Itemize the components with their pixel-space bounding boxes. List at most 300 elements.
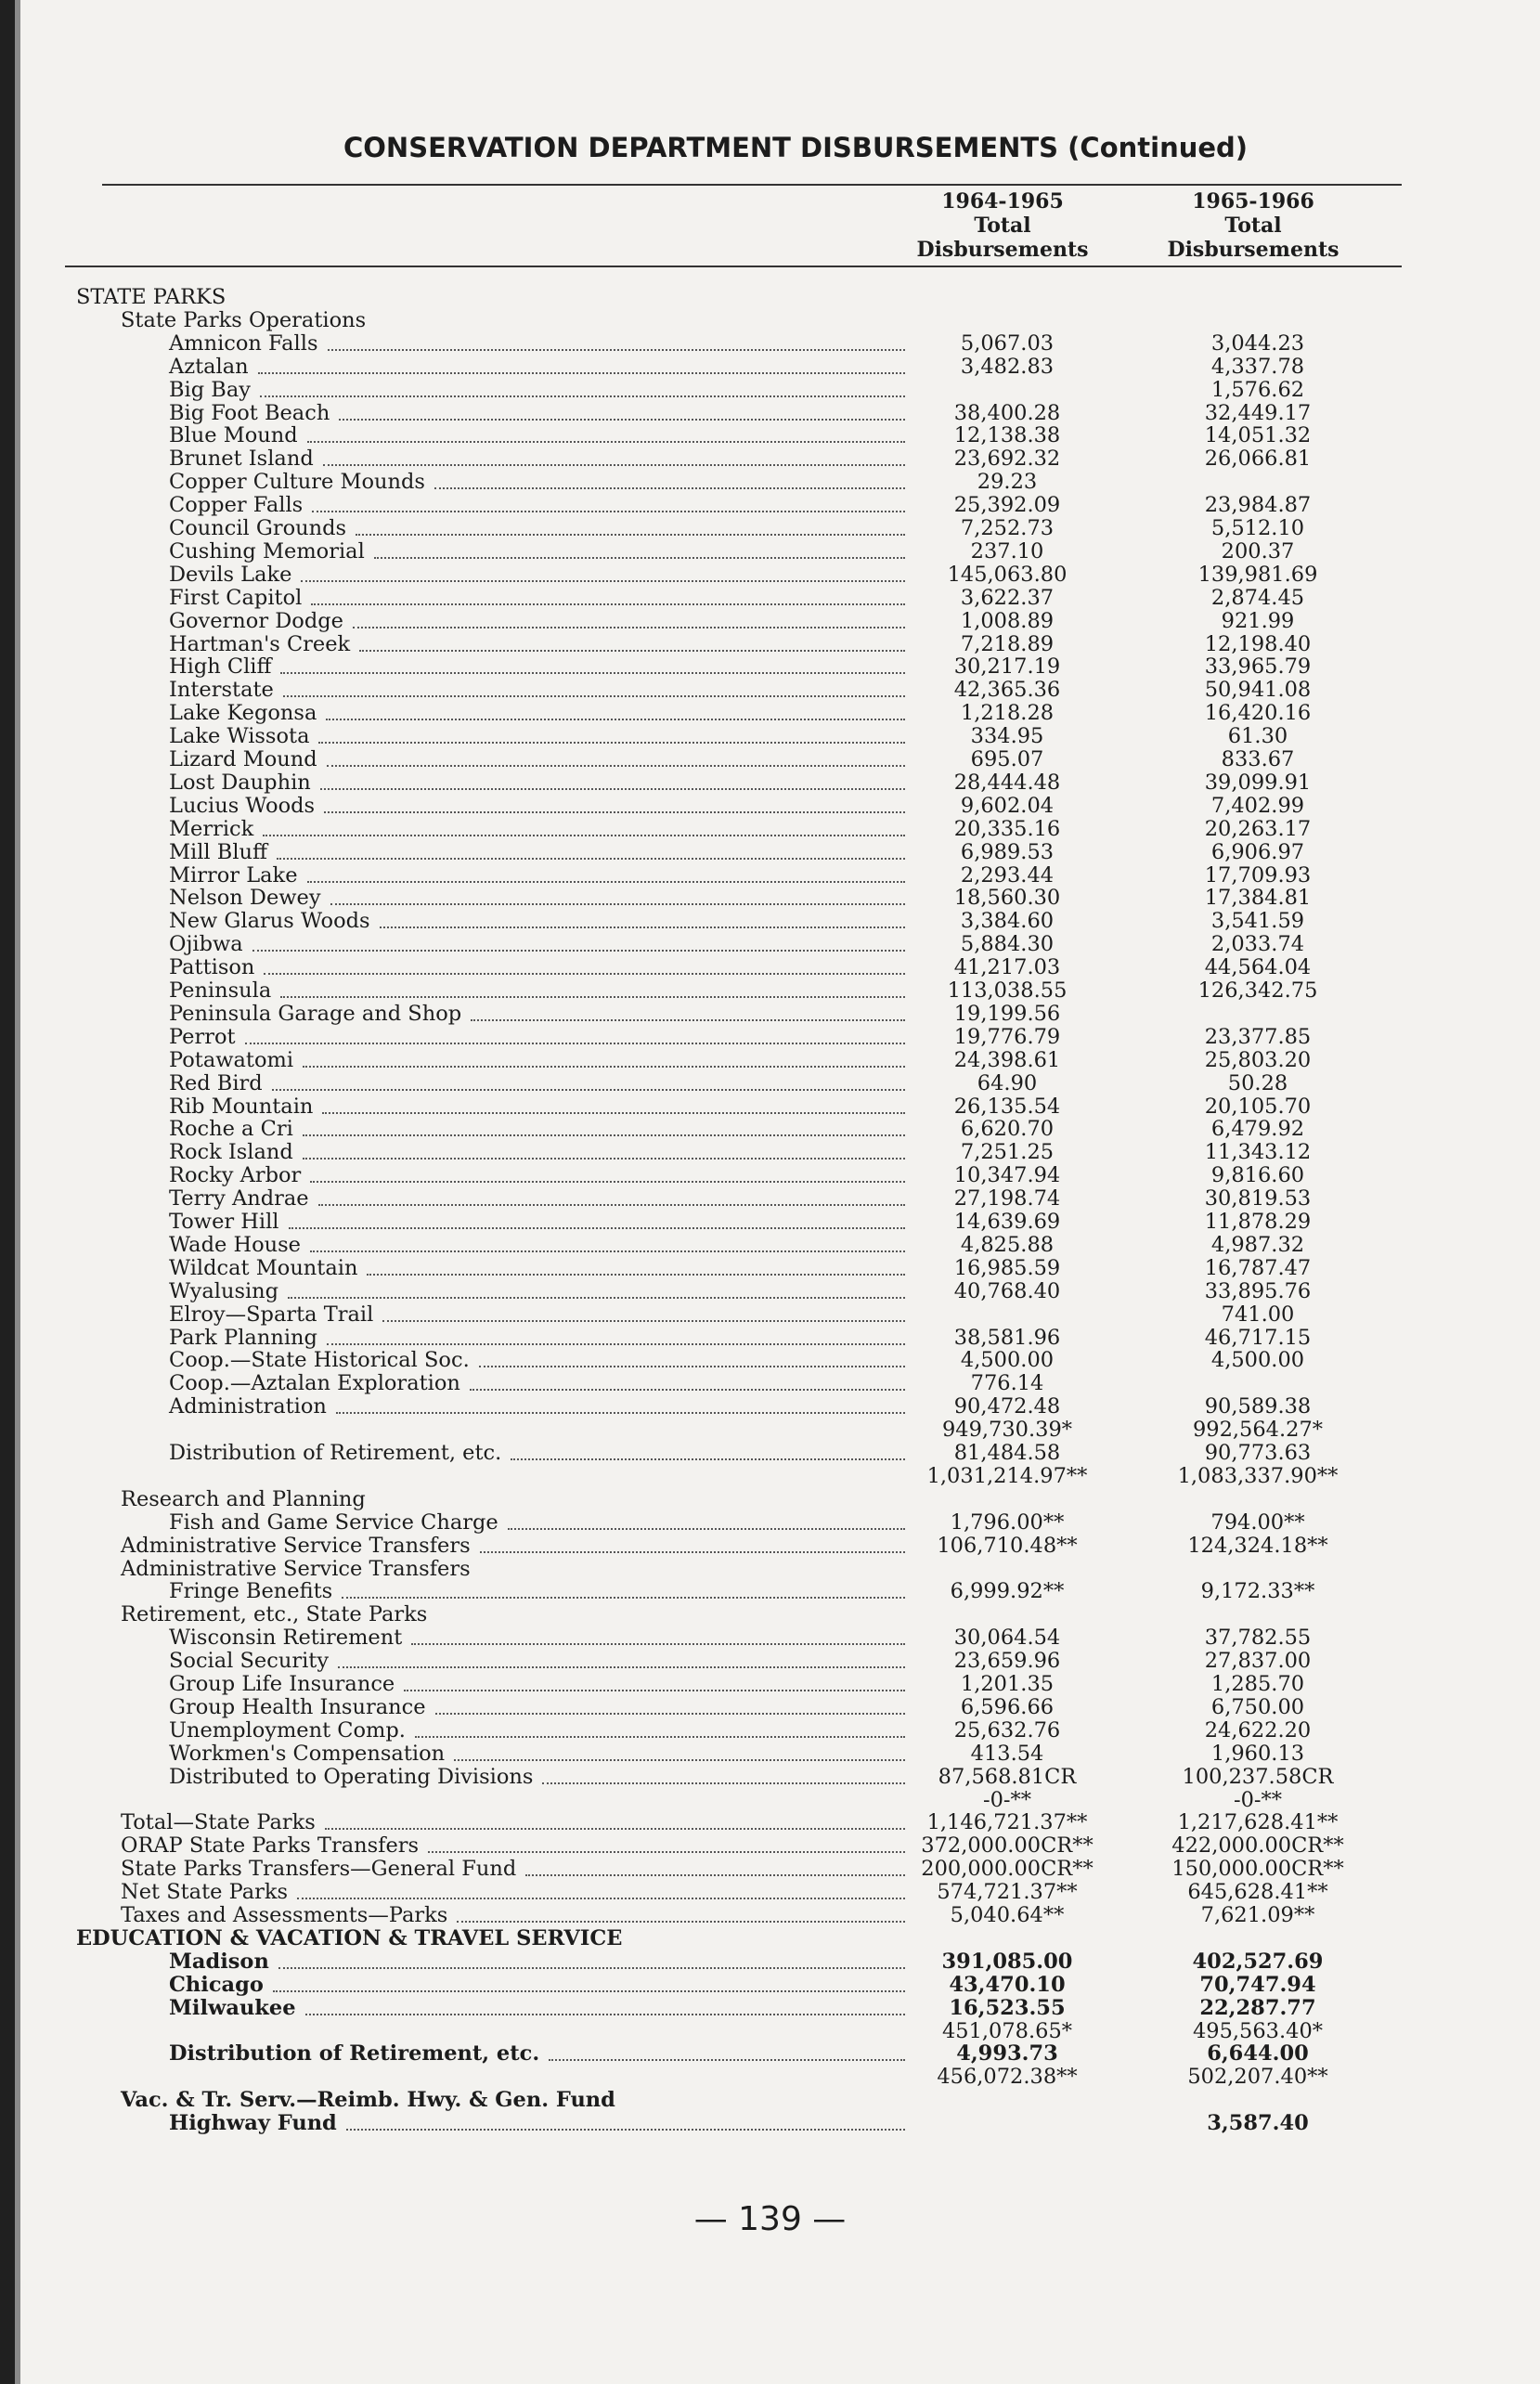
value-1964-1965: 1,146,721.37** bbox=[926, 1810, 1088, 1835]
dot-leader bbox=[273, 1990, 905, 1992]
table-row bbox=[0, 1049, 1540, 1072]
table-row bbox=[0, 1419, 1540, 1442]
dot-leader bbox=[301, 580, 905, 582]
dot-leader bbox=[318, 742, 905, 744]
value-1964-1965: 24,398.61 bbox=[953, 1047, 1061, 1072]
dot-leader bbox=[327, 765, 905, 767]
value-1965-1966: 17,384.81 bbox=[1204, 886, 1312, 911]
row-label: Copper Falls bbox=[169, 493, 304, 518]
dot-leader bbox=[288, 1297, 905, 1299]
dot-leader bbox=[258, 372, 905, 374]
dot-leader bbox=[307, 441, 905, 443]
value-1964-1965: 26,135.54 bbox=[953, 1094, 1061, 1119]
dot-leader bbox=[323, 464, 905, 466]
row-label: Distributed to Operating Divisions bbox=[169, 1764, 534, 1789]
dot-leader bbox=[322, 1112, 905, 1114]
row-label: State Parks Operations bbox=[121, 307, 367, 332]
table-row bbox=[0, 1696, 1540, 1719]
value-1965-1966: 61.30 bbox=[1227, 724, 1288, 749]
table-row bbox=[0, 1026, 1540, 1049]
column-header-1965-1966 bbox=[1142, 189, 1365, 262]
table-row bbox=[0, 471, 1540, 494]
value-1964-1965: 6,989.53 bbox=[960, 839, 1055, 864]
value-1964-1965: 42,365.36 bbox=[953, 678, 1061, 703]
value-1964-1965: 4,993.73 bbox=[956, 2041, 1058, 2067]
value-1964-1965: 19,776.79 bbox=[953, 1024, 1061, 1049]
value-1965-1966: 7,621.09** bbox=[1200, 1903, 1315, 1927]
table-row bbox=[0, 702, 1540, 725]
value-1965-1966: 9,172.33** bbox=[1200, 1579, 1315, 1604]
value-1964-1965: 90,472.48 bbox=[953, 1394, 1061, 1419]
row-label: Park Planning bbox=[169, 1325, 317, 1350]
value-1965-1966: 124,324.18** bbox=[1187, 1533, 1328, 1558]
table-row bbox=[0, 1164, 1540, 1187]
row-label: Pattison bbox=[169, 955, 255, 980]
value-1965-1966: 9,816.60 bbox=[1210, 1163, 1305, 1188]
table-row bbox=[0, 540, 1540, 564]
table-row bbox=[0, 1904, 1540, 1927]
value-1964-1965: 41,217.03 bbox=[953, 955, 1061, 980]
value-1965-1966: 23,984.87 bbox=[1204, 493, 1312, 518]
dot-leader bbox=[320, 788, 905, 790]
value-1964-1965: 456,072.38** bbox=[937, 2065, 1078, 2090]
value-1964-1965: 413.54 bbox=[970, 1741, 1044, 1766]
table-row bbox=[0, 1118, 1540, 1141]
value-1965-1966: 741.00 bbox=[1221, 1302, 1295, 1327]
dot-leader bbox=[289, 1227, 905, 1229]
value-1965-1966: 2,033.74 bbox=[1210, 932, 1305, 957]
table-row bbox=[0, 1997, 1540, 2020]
dot-leader bbox=[303, 1134, 905, 1136]
value-1965-1966: 5,512.10 bbox=[1210, 516, 1305, 540]
table-row bbox=[0, 725, 1540, 748]
table-row bbox=[0, 309, 1540, 332]
row-label: Social Security bbox=[169, 1649, 330, 1674]
dot-leader bbox=[312, 511, 905, 512]
row-label: Rock Island bbox=[169, 1140, 293, 1165]
value-1964-1965: 40,768.40 bbox=[953, 1278, 1061, 1303]
table-row bbox=[0, 517, 1540, 540]
value-1964-1965: 43,470.10 bbox=[949, 1972, 1066, 1997]
row-label: Governor Dodge bbox=[169, 608, 343, 633]
value-1964-1965: 451,078.65* bbox=[941, 2018, 1073, 2043]
row-label: Wyalusing bbox=[169, 1278, 279, 1303]
row-label: Highway Fund bbox=[169, 2111, 337, 2136]
row-label: Peninsula Garage and Shop bbox=[169, 1001, 462, 1026]
table-row bbox=[0, 1511, 1540, 1535]
value-1964-1965: 20,335.16 bbox=[953, 816, 1061, 841]
dot-leader bbox=[356, 534, 905, 536]
row-label: Peninsula bbox=[169, 978, 272, 1003]
table-row bbox=[0, 1442, 1540, 1465]
dot-leader bbox=[525, 1874, 905, 1876]
table-row bbox=[0, 933, 1540, 956]
value-1965-1966: 90,773.63 bbox=[1204, 1441, 1312, 1465]
table-row bbox=[0, 1535, 1540, 1558]
row-label: Mill Bluff bbox=[169, 839, 267, 864]
value-1964-1965: 6,596.66 bbox=[960, 1694, 1055, 1719]
value-1965-1966: 7,402.99 bbox=[1210, 793, 1305, 818]
value-1965-1966: 20,263.17 bbox=[1204, 816, 1312, 841]
dot-leader bbox=[428, 1851, 905, 1853]
value-1965-1966: 90,589.38 bbox=[1204, 1394, 1312, 1419]
row-label: Group Life Insurance bbox=[169, 1672, 395, 1696]
dot-leader bbox=[480, 1551, 905, 1553]
table-row bbox=[0, 1488, 1540, 1511]
value-1965-1966: 26,066.81 bbox=[1204, 447, 1312, 472]
column-header-1964-1965 bbox=[891, 189, 1114, 262]
table-row bbox=[0, 1743, 1540, 1766]
value-1965-1966: 16,420.16 bbox=[1204, 701, 1312, 726]
dot-leader bbox=[297, 1898, 905, 1899]
value-1964-1965: 7,252.73 bbox=[960, 516, 1055, 540]
value-1965-1966: 1,083,337.90** bbox=[1177, 1463, 1339, 1488]
table-row bbox=[0, 1811, 1540, 1834]
column-header-total: Total bbox=[1224, 214, 1282, 238]
value-1965-1966: 921.99 bbox=[1221, 608, 1295, 633]
table-row bbox=[0, 494, 1540, 517]
dot-leader bbox=[374, 557, 905, 559]
row-label: Merrick bbox=[169, 816, 254, 841]
table-row bbox=[0, 633, 1540, 656]
value-1965-1966: 32,449.17 bbox=[1204, 400, 1312, 425]
dot-leader bbox=[411, 1643, 905, 1645]
dot-leader bbox=[318, 1204, 905, 1206]
value-1964-1965: 5,884.30 bbox=[960, 932, 1055, 957]
value-1965-1966: 100,237.58CR bbox=[1182, 1764, 1334, 1789]
value-1965-1966: 22,287.77 bbox=[1199, 1995, 1316, 2020]
table-row bbox=[0, 1858, 1540, 1881]
dot-leader bbox=[330, 903, 905, 905]
value-1964-1965: 30,217.19 bbox=[953, 654, 1061, 680]
row-label: Group Health Insurance bbox=[169, 1694, 426, 1719]
row-label: Distribution of Retirement, etc. bbox=[169, 1441, 502, 1465]
value-1964-1965: 145,063.80 bbox=[947, 562, 1068, 587]
table-row bbox=[0, 1372, 1540, 1395]
table-row bbox=[0, 679, 1540, 702]
row-label: Taxes and Assessments—Parks bbox=[121, 1903, 448, 1927]
table-row bbox=[0, 1395, 1540, 1419]
dot-leader bbox=[245, 1043, 905, 1044]
row-label: Workmen's Compensation bbox=[169, 1741, 446, 1766]
value-1964-1965: 23,659.96 bbox=[953, 1649, 1061, 1674]
column-header-year: 1964-1965 bbox=[941, 189, 1064, 214]
value-1965-1966: 39,099.91 bbox=[1204, 770, 1312, 795]
value-1965-1966: 24,622.20 bbox=[1204, 1717, 1312, 1743]
dot-leader bbox=[346, 2129, 905, 2131]
table-row bbox=[0, 402, 1540, 425]
row-label: Nelson Dewey bbox=[169, 886, 321, 911]
value-1965-1966: 20,105.70 bbox=[1204, 1094, 1312, 1119]
value-1965-1966: 1,960.13 bbox=[1210, 1741, 1305, 1766]
table-row bbox=[0, 1950, 1540, 1974]
value-1965-1966: 12,198.40 bbox=[1204, 631, 1312, 656]
page-title: CONSERVATION DEPARTMENT DISBURSEMENTS (Continued) bbox=[343, 132, 1249, 163]
value-1964-1965: 7,218.89 bbox=[960, 631, 1055, 656]
dot-leader bbox=[542, 1782, 905, 1784]
table-row bbox=[0, 1003, 1540, 1026]
value-1965-1966: 495,563.40* bbox=[1192, 2018, 1324, 2043]
row-label: Lucius Woods bbox=[169, 793, 316, 818]
dot-leader bbox=[359, 650, 905, 652]
row-label: Lake Kegonsa bbox=[169, 701, 317, 726]
dot-leader bbox=[324, 811, 905, 813]
row-label: Hartman's Creek bbox=[169, 631, 351, 656]
value-1964-1965: 10,347.94 bbox=[953, 1163, 1061, 1188]
row-label: Distribution of Retirement, etc. bbox=[169, 2041, 540, 2067]
value-1965-1966: 150,000.00CR** bbox=[1171, 1857, 1344, 1882]
value-1965-1966: 139,981.69 bbox=[1197, 562, 1318, 587]
value-1964-1965: 7,251.25 bbox=[960, 1140, 1055, 1165]
value-1965-1966: 30,819.53 bbox=[1204, 1186, 1312, 1211]
dot-leader bbox=[283, 695, 905, 697]
table-row bbox=[0, 2020, 1540, 2043]
table-row bbox=[0, 1187, 1540, 1211]
value-1964-1965: 64.90 bbox=[977, 1070, 1038, 1095]
dot-leader bbox=[434, 487, 905, 489]
value-1964-1965: 23,692.32 bbox=[953, 447, 1061, 472]
row-label: Vac. & Tr. Serv.—Reimb. Hwy. & Gen. Fund bbox=[121, 2088, 615, 2113]
row-label: Terry Andrae bbox=[169, 1186, 309, 1211]
value-1965-1966: 33,895.76 bbox=[1204, 1278, 1312, 1303]
table-row bbox=[0, 587, 1540, 610]
row-label: Wade House bbox=[169, 1232, 301, 1257]
column-header-year: 1965-1966 bbox=[1192, 189, 1314, 214]
dot-leader bbox=[479, 1366, 905, 1367]
value-1964-1965: 334.95 bbox=[970, 724, 1044, 749]
value-1965-1966: 6,644.00 bbox=[1207, 2041, 1309, 2067]
row-label: Copper Culture Mounds bbox=[169, 470, 425, 495]
table-row bbox=[0, 979, 1540, 1003]
value-1964-1965: 3,622.37 bbox=[960, 585, 1055, 610]
table-row bbox=[0, 1789, 1540, 1812]
table-row bbox=[0, 1072, 1540, 1095]
value-1965-1966: 46,717.15 bbox=[1204, 1325, 1312, 1350]
value-1965-1966: 1,285.70 bbox=[1210, 1672, 1305, 1696]
dot-leader bbox=[380, 926, 905, 928]
row-label: Brunet Island bbox=[169, 447, 314, 472]
value-1964-1965: 106,710.48** bbox=[937, 1533, 1078, 1558]
row-label: Devils Lake bbox=[169, 562, 292, 587]
table-row bbox=[0, 1234, 1540, 1257]
header-bottom-rule bbox=[65, 266, 1402, 267]
value-1965-1966: 4,987.32 bbox=[1210, 1232, 1305, 1257]
value-1965-1966: 2,874.45 bbox=[1210, 585, 1305, 610]
value-1964-1965: 38,400.28 bbox=[953, 400, 1061, 425]
row-label: Big Bay bbox=[169, 377, 251, 402]
value-1964-1965: 1,218.28 bbox=[960, 701, 1055, 726]
value-1965-1966: 27,837.00 bbox=[1204, 1649, 1312, 1674]
row-label: Rocky Arbor bbox=[169, 1163, 302, 1188]
table-row bbox=[0, 610, 1540, 633]
value-1965-1966: 17,709.93 bbox=[1204, 862, 1312, 888]
value-1965-1966: 6,906.97 bbox=[1210, 839, 1305, 864]
value-1965-1966: 502,207.40** bbox=[1187, 2065, 1328, 2090]
value-1964-1965: 5,040.64** bbox=[950, 1903, 1065, 1927]
value-1964-1965: 87,568.81CR bbox=[938, 1764, 1077, 1789]
value-1964-1965: 4,500.00 bbox=[960, 1348, 1055, 1373]
column-header-disbursements: Disbursements bbox=[916, 238, 1089, 262]
dot-leader bbox=[415, 1736, 905, 1738]
row-label: ORAP State Parks Transfers bbox=[121, 1833, 420, 1859]
row-label: Wisconsin Retirement bbox=[169, 1626, 403, 1651]
row-label: Perrot bbox=[169, 1024, 236, 1049]
value-1965-1966: 992,564.27* bbox=[1192, 1418, 1324, 1443]
dot-leader bbox=[307, 881, 905, 883]
row-label: Blue Mound bbox=[169, 423, 298, 448]
value-1965-1966: 44,564.04 bbox=[1204, 955, 1312, 980]
row-label: Milwaukee bbox=[169, 1995, 296, 2020]
row-label: First Capitol bbox=[169, 585, 303, 610]
value-1965-1966: 645,628.41** bbox=[1187, 1880, 1328, 1905]
table-row bbox=[0, 910, 1540, 933]
value-1965-1966: 11,343.12 bbox=[1204, 1140, 1312, 1165]
row-label: Coop.—Aztalan Exploration bbox=[169, 1371, 460, 1396]
dot-leader bbox=[278, 1967, 905, 1969]
dot-leader bbox=[342, 1597, 905, 1599]
value-1964-1965: 4,825.88 bbox=[960, 1232, 1055, 1257]
dot-leader bbox=[310, 1250, 905, 1252]
table-row bbox=[0, 356, 1540, 379]
value-1965-1966: 1,217,628.41** bbox=[1177, 1810, 1339, 1835]
value-1965-1966: 3,044.23 bbox=[1210, 330, 1305, 356]
table-row bbox=[0, 1211, 1540, 1234]
dot-leader bbox=[260, 395, 905, 397]
value-1965-1966: 4,500.00 bbox=[1210, 1348, 1305, 1373]
table-row bbox=[0, 2042, 1540, 2066]
value-1964-1965: 113,038.55 bbox=[947, 978, 1068, 1003]
dot-leader bbox=[457, 1921, 905, 1923]
row-label: Potawatomi bbox=[169, 1047, 294, 1072]
value-1965-1966: -0-** bbox=[1233, 1787, 1283, 1812]
row-label: Research and Planning bbox=[121, 1486, 366, 1511]
dot-leader bbox=[310, 1181, 905, 1183]
dot-leader bbox=[470, 1389, 905, 1391]
dot-leader bbox=[336, 1412, 905, 1414]
row-label: Ojibwa bbox=[169, 932, 243, 957]
table-row bbox=[0, 332, 1540, 356]
dot-leader bbox=[326, 719, 905, 720]
dot-leader bbox=[382, 1320, 905, 1322]
value-1965-1966: 4,337.78 bbox=[1210, 354, 1305, 379]
table-row bbox=[0, 1580, 1540, 1603]
row-label: State Parks Transfers—General Fund bbox=[121, 1857, 517, 1882]
value-1964-1965: 6,999.92** bbox=[950, 1579, 1065, 1604]
table-row bbox=[0, 2066, 1540, 2089]
row-label: Coop.—State Historical Soc. bbox=[169, 1348, 470, 1373]
dot-leader bbox=[272, 1089, 905, 1091]
table-row bbox=[0, 2089, 1540, 2112]
row-label: Rib Mountain bbox=[169, 1094, 314, 1119]
value-1964-1965: 28,444.48 bbox=[953, 770, 1061, 795]
table-row bbox=[0, 286, 1540, 309]
page-number: — 139 — bbox=[693, 2200, 847, 2238]
value-1965-1966: 794.00** bbox=[1210, 1509, 1305, 1535]
row-label: Chicago bbox=[169, 1972, 264, 1997]
table-row bbox=[0, 795, 1540, 818]
row-label: Tower Hill bbox=[169, 1210, 279, 1234]
table-row bbox=[0, 841, 1540, 864]
table-row bbox=[0, 1650, 1540, 1673]
table-row bbox=[0, 1881, 1540, 1904]
row-label: Cushing Memorial bbox=[169, 538, 365, 564]
row-label: Lake Wissota bbox=[169, 724, 310, 749]
dot-leader bbox=[454, 1759, 905, 1761]
table-row bbox=[0, 1558, 1540, 1581]
dot-leader bbox=[367, 1274, 905, 1276]
row-label: Madison bbox=[169, 1949, 269, 1974]
dot-leader bbox=[338, 1666, 905, 1668]
value-1964-1965: 776.14 bbox=[970, 1371, 1044, 1396]
value-1964-1965: 25,632.76 bbox=[953, 1717, 1061, 1743]
value-1964-1965: 30,064.54 bbox=[953, 1626, 1061, 1651]
row-label: Red Bird bbox=[169, 1070, 263, 1095]
table-row bbox=[0, 818, 1540, 841]
value-1964-1965: 5,067.03 bbox=[960, 330, 1055, 356]
column-header-total: Total bbox=[974, 214, 1031, 238]
table-row bbox=[0, 2112, 1540, 2135]
value-1964-1965: 237.10 bbox=[970, 538, 1044, 564]
dot-leader bbox=[353, 627, 905, 628]
table-row bbox=[0, 379, 1540, 402]
value-1965-1966: 37,782.55 bbox=[1204, 1626, 1312, 1651]
table-row bbox=[0, 1349, 1540, 1372]
value-1965-1966: 6,479.92 bbox=[1210, 1117, 1305, 1142]
value-1964-1965: 25,392.09 bbox=[953, 493, 1061, 518]
table-row bbox=[0, 1974, 1540, 1997]
table-row bbox=[0, 1280, 1540, 1303]
value-1965-1966: 3,587.40 bbox=[1207, 2111, 1309, 2136]
value-1964-1965: 12,138.38 bbox=[953, 423, 1061, 448]
row-label: Administrative Service Transfers bbox=[121, 1556, 471, 1581]
table-row bbox=[0, 1673, 1540, 1696]
dot-leader bbox=[280, 672, 905, 674]
row-label: Unemployment Comp. bbox=[169, 1717, 406, 1743]
dot-leader bbox=[280, 996, 905, 998]
value-1964-1965: 695.07 bbox=[970, 747, 1044, 771]
value-1964-1965: 1,008.89 bbox=[960, 608, 1055, 633]
row-label: Retirement, etc., State Parks bbox=[121, 1602, 428, 1627]
value-1964-1965: 391,085.00 bbox=[941, 1949, 1073, 1974]
table-row bbox=[0, 1719, 1540, 1743]
row-label: Net State Parks bbox=[121, 1880, 289, 1905]
table-row bbox=[0, 748, 1540, 771]
dot-leader bbox=[339, 419, 905, 421]
value-1964-1965: 200,000.00CR** bbox=[921, 1857, 1094, 1882]
value-1964-1965: 19,199.56 bbox=[953, 1001, 1061, 1026]
table-row bbox=[0, 1465, 1540, 1488]
dot-leader bbox=[327, 1343, 905, 1345]
value-1964-1965: 574,721.37** bbox=[937, 1880, 1078, 1905]
dot-leader bbox=[263, 835, 905, 836]
dot-leader bbox=[325, 1828, 905, 1830]
row-label: Roche a Cri bbox=[169, 1117, 293, 1142]
table-row bbox=[0, 1303, 1540, 1327]
table-row bbox=[0, 887, 1540, 910]
value-1964-1965: 29.23 bbox=[977, 470, 1038, 495]
row-label: Aztalan bbox=[169, 354, 249, 379]
dot-leader bbox=[549, 2059, 905, 2061]
table-row bbox=[0, 1603, 1540, 1626]
value-1964-1965: 27,198.74 bbox=[953, 1186, 1061, 1211]
value-1965-1966: 50.28 bbox=[1227, 1070, 1288, 1095]
value-1965-1966: 14,051.32 bbox=[1204, 423, 1312, 448]
value-1964-1965: 3,482.83 bbox=[960, 354, 1055, 379]
row-label: STATE PARKS bbox=[76, 285, 226, 309]
value-1965-1966: 1,576.62 bbox=[1210, 377, 1305, 402]
dot-leader bbox=[471, 1019, 905, 1021]
row-label: Fish and Game Service Charge bbox=[169, 1509, 498, 1535]
